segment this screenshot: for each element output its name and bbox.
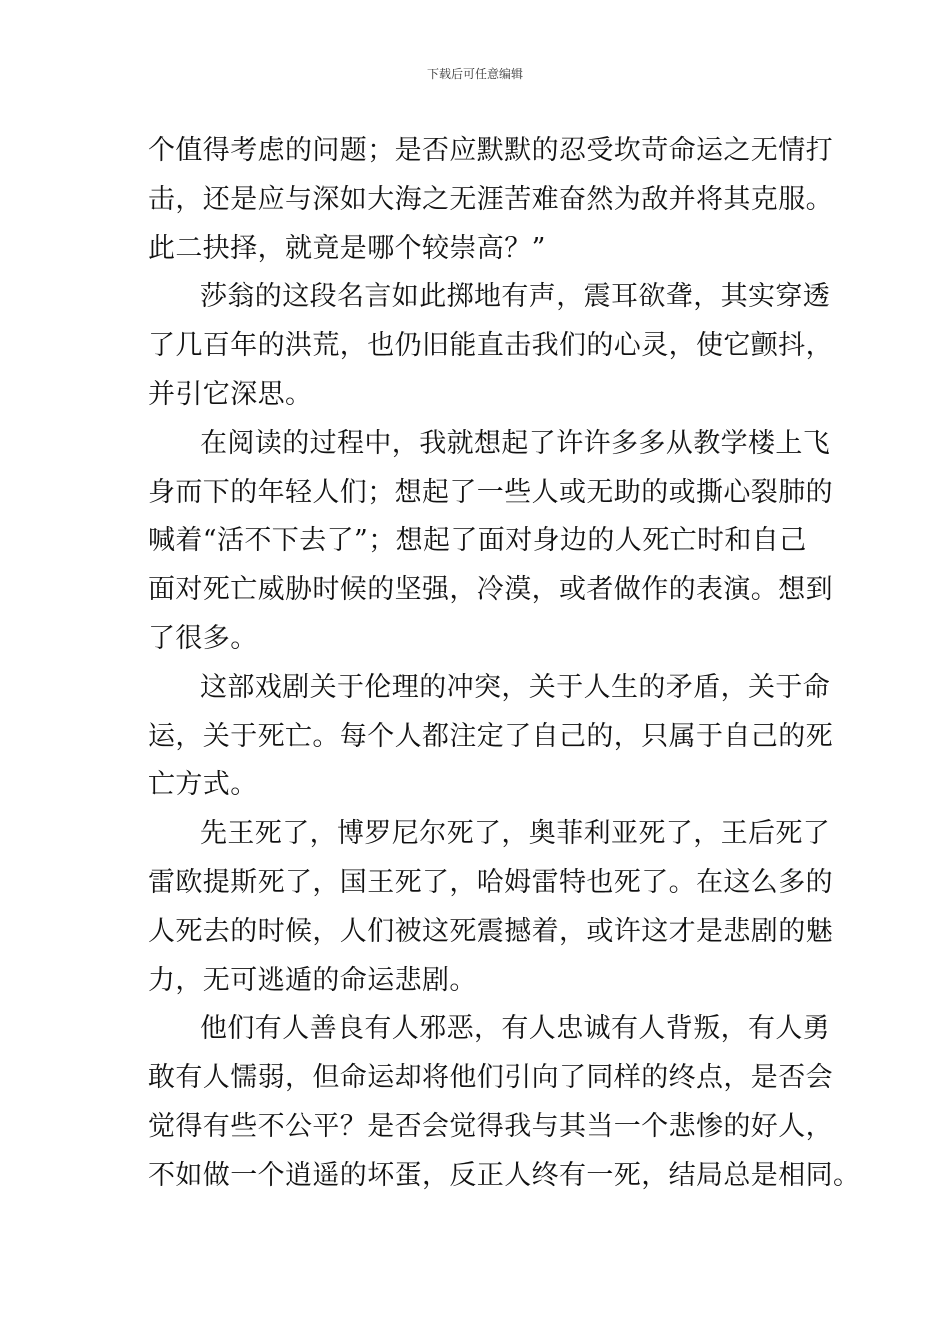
text-line: 雷欧提斯死了，国王死了，哈姆雷特也死了。在这么多的 bbox=[148, 866, 833, 898]
paragraph bbox=[148, 664, 833, 810]
text-line: 觉得有些不公平？是否会觉得我与其当一个悲惨的好人， bbox=[148, 1110, 833, 1142]
text-line: 身而下的年轻人们；想起了一些人或无助的或撕心裂肺的 bbox=[148, 476, 833, 508]
text-line: 了很多。 bbox=[148, 622, 258, 654]
paragraph bbox=[148, 810, 833, 1005]
text-line: 个值得考虑的问题；是否应默默的忍受坎苛命运之无情打 bbox=[148, 135, 833, 166]
text-line: 亡方式。 bbox=[148, 769, 258, 801]
text-line: 力，无可逃遁的命运悲剧。 bbox=[148, 964, 477, 996]
paragraph bbox=[148, 273, 833, 419]
paragraph bbox=[148, 127, 833, 273]
text-line: 莎翁的这段名言如此掷地有声，震耳欲聋，其实穿透 bbox=[200, 281, 831, 313]
text-line: 不如做一个逍遥的坏蛋，反正人终有一死，结局总是相同。 bbox=[148, 1159, 861, 1191]
text-line: 击，还是应与深如大海之无涯苦难奋然为敌并将其克服。 bbox=[148, 183, 833, 215]
text-line: 人死去的时候，人们被这死震撼着，或许这才是悲剧的魅 bbox=[148, 915, 833, 947]
text-line: 这部戏剧关于伦理的冲突，关于人生的矛盾，关于命 bbox=[200, 671, 831, 703]
text-line: 在阅读的过程中，我就想起了许许多多从教学楼上飞 bbox=[200, 427, 831, 459]
text-line: 他们有人善良有人邪恶，有人忠诚有人背叛，有人勇 bbox=[200, 1013, 831, 1045]
text-line: 运，关于死亡。每个人都注定了自己的，只属于自己的死 bbox=[148, 720, 833, 752]
paragraph bbox=[148, 420, 833, 664]
text-line: 了几百年的洪荒，也仍旧能直击我们的心灵，使它颤抖， bbox=[148, 330, 833, 362]
text-line: 并引它深思。 bbox=[148, 378, 313, 410]
document-body bbox=[148, 127, 861, 1201]
text-line: 面对死亡威胁时候的坚强，冷漠，或者做作的表演。想到 bbox=[148, 574, 833, 606]
text-line: 此二抉择，就竟是哪个较崇高？” bbox=[148, 232, 546, 264]
text-line: 喊着“活不下去了”；想起了面对身边的人死亡时和自己 bbox=[148, 525, 807, 557]
paragraph bbox=[148, 1005, 861, 1200]
page-header: 下载后可任意编辑 bbox=[426, 67, 523, 81]
text-line: 先王死了，博罗尼尔死了，奥菲利亚死了，王后死了 bbox=[200, 818, 831, 850]
text-line: 敢有人懦弱，但命运却将他们引向了同样的终点，是否会 bbox=[148, 1062, 833, 1094]
